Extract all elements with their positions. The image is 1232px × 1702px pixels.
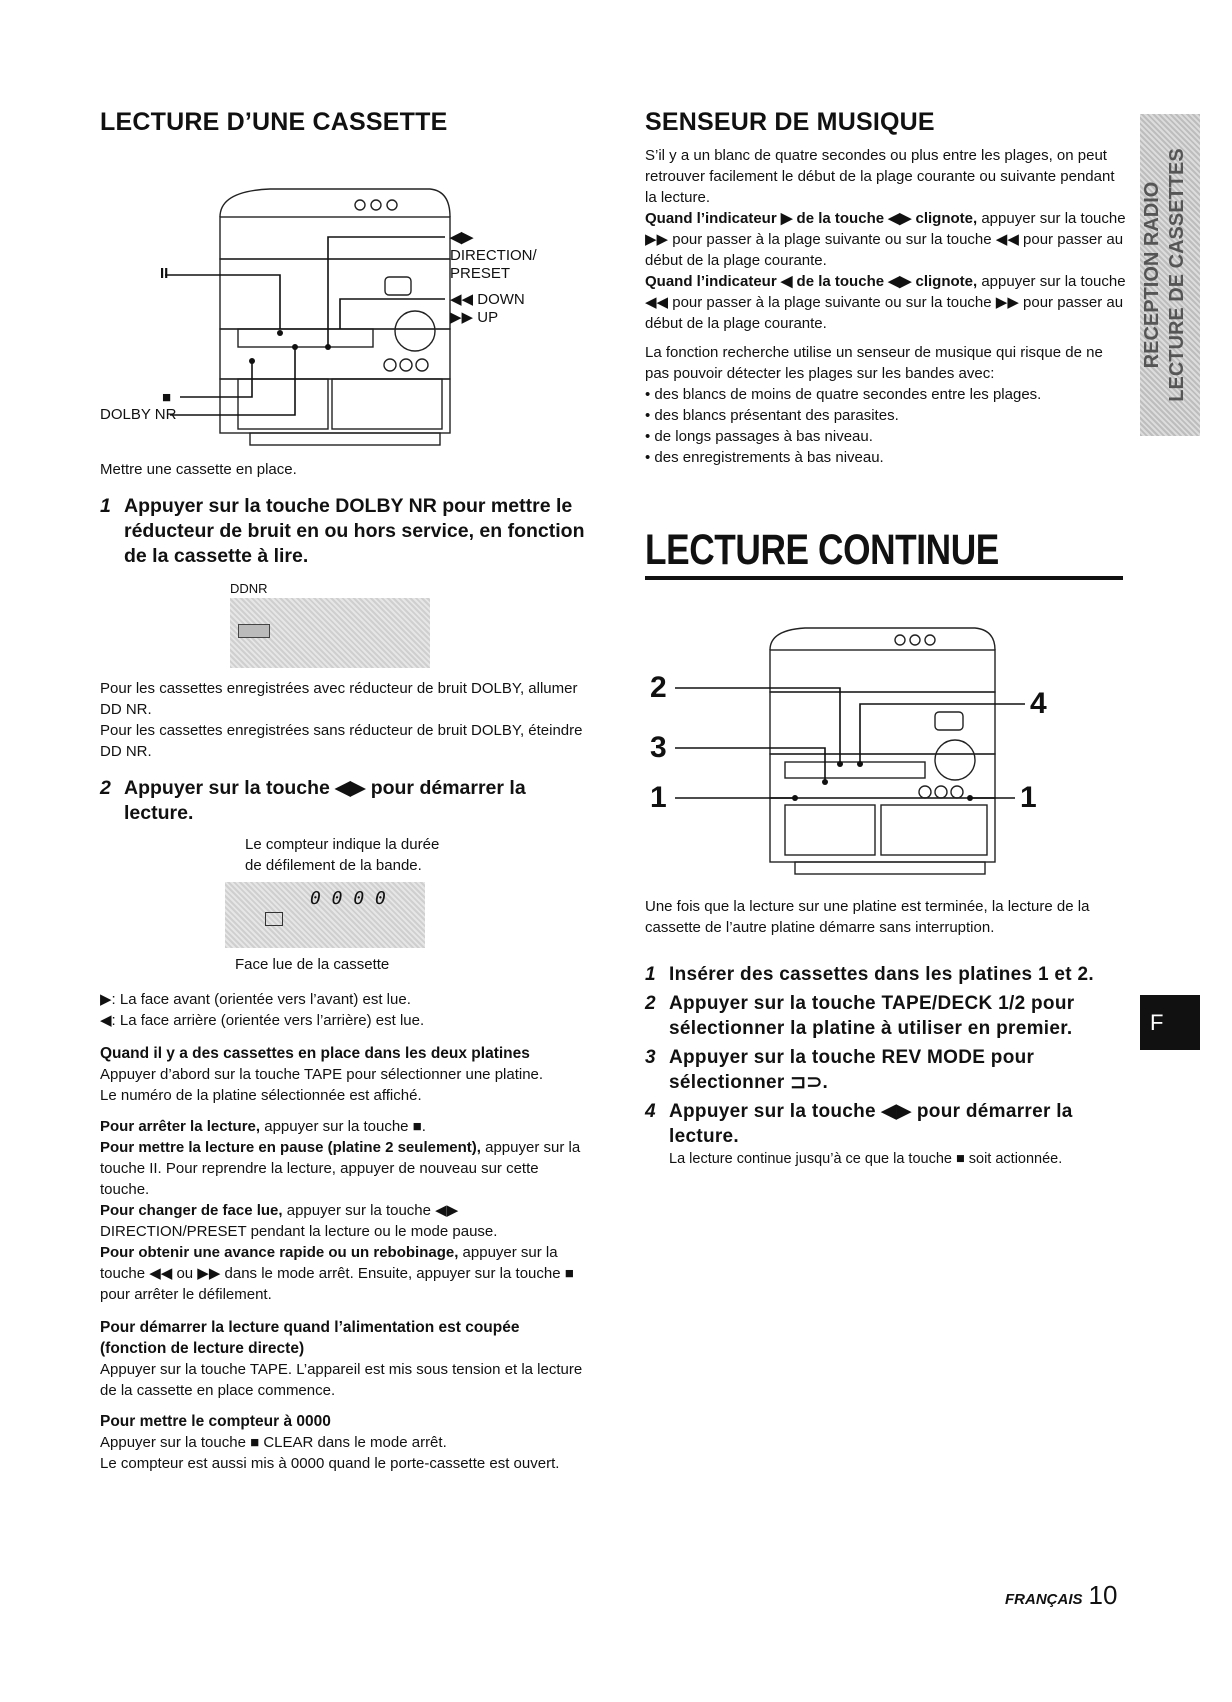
fig2-label-1-left: 1 <box>650 781 667 814</box>
nr-paragraph-2: Pour les cassettes enregistrées sans réducteur de bruit DOLBY, éteindre DD NR. <box>100 722 583 760</box>
side-tab-text <box>1140 114 1200 436</box>
title-rule <box>645 576 1123 580</box>
stop-text: appuyer sur la touche ■. <box>260 1118 426 1135</box>
senseur-p2 <box>645 208 1130 271</box>
continue-step-1 <box>645 962 1130 987</box>
senseur-bullet-1: • des blancs de moins de quatre secondes entre les plages. <box>645 386 1042 403</box>
senseur-p4: La fonction recherche utilise un senseur de musique qui risque de ne pas pouvoir détecter les plages sur les bandes avec: <box>645 344 1103 382</box>
page-footer <box>1005 1580 1117 1611</box>
right-column <box>645 108 1130 1170</box>
step-2-play <box>100 776 590 826</box>
both-decks-p1: Appuyer d’abord sur la touche TAPE pour sélectionner une platine. <box>100 1066 544 1083</box>
continue-step-2-text: Appuyer sur la touche TAPE/DECK 1/2 pour sélectionner la platine à utiliser en premier. <box>669 993 1075 1039</box>
continue-step-4 <box>645 1099 1130 1149</box>
senseur-p3-bold: Quand l’indicateur ◀ de la touche ◀▶ clignote, <box>645 273 978 290</box>
continue-steps <box>645 962 1130 1170</box>
direct-play-text: Appuyer sur la touche TAPE. L’appareil est mis sous tension et la lecture de la cassette en place commence. <box>100 1361 583 1399</box>
stop-bold: Pour arrêter la lecture, <box>100 1118 261 1135</box>
senseur-p2-bold: Quand l’indicateur ▶ de la touche ◀▶ clignote, <box>645 210 978 227</box>
side-tab-reception-cassettes <box>1140 114 1200 436</box>
pause-paragraph <box>100 1137 590 1200</box>
face-change-bold: Pour changer de face lue, <box>100 1202 283 1219</box>
section-title-senseur: SENSEUR DE MUSIQUE <box>645 108 935 136</box>
continue-step-2-number: 2 <box>645 993 656 1014</box>
side-tab-line-1: RECEPTION RADIO <box>1141 181 1163 369</box>
fig2-label-1-right: 1 <box>1020 781 1037 814</box>
reset-counter-p2: Le compteur est aussi mis à 0000 quand le porte-cassette est ouvert. <box>100 1455 560 1472</box>
nr-label: DDNR <box>230 581 268 596</box>
continue-step-3 <box>645 1045 1130 1095</box>
nr-display-figure <box>230 581 590 668</box>
senseur-p3 <box>645 271 1130 334</box>
caption-insert-cassette: Mettre une cassette en place. <box>100 461 297 478</box>
page-number: 10 <box>1088 1580 1118 1610</box>
continue-step-2 <box>645 991 1130 1041</box>
senseur-p1: S’il y a un blanc de quatre secondes ou plus entre les plages, on peut retrouver facilement le début de la plage courante ou suivante pendant la lecture. <box>645 147 1115 206</box>
continue-step-1-number: 1 <box>645 964 656 985</box>
continue-caption: Une fois que la lecture sur une platine est terminée, la lecture de la cassette de l’autre platine démarre sans interruption. <box>645 898 1090 936</box>
section-title-lecture-cassette: LECTURE D’UNE CASSETTE <box>100 108 448 136</box>
continue-step-4-number: 4 <box>645 1101 656 1122</box>
label-dolby: DOLBY NR <box>100 406 177 423</box>
pause-bold: Pour mettre la lecture en pause (platine 2 seulement), <box>100 1139 481 1156</box>
face-rear: ◀: La face arrière (orientée vers l’arrière) est lue. <box>100 1012 425 1029</box>
fig2-label-2: 2 <box>650 671 667 704</box>
step-1-number: 1 <box>100 495 111 517</box>
senseur-p2-text: appuyer sur la touche ▶▶ pour passer à la plage suivante ou sur la touche ◀◀ pour passer au début de la plage courante. <box>645 210 1126 269</box>
stereo-drawing-2 <box>645 600 1130 890</box>
side-tab-line-2: LECTURE DE CASSETTES <box>1166 148 1188 402</box>
ff-text: appuyer sur la touche ◀◀ ou ▶▶ dans le mode arrêt. Ensuite, appuyer sur la touche ■ pour arrêter le défilement. <box>100 1244 574 1303</box>
section-title-lecture-continue: LECTURE CONTINUE <box>645 526 999 574</box>
step-1-text: Appuyer sur la touche DOLBY NR pour mettre le réducteur de bruit en ou hors service, en fonction de la cassette à lire. <box>124 495 585 567</box>
label-down: ◀◀ DOWN <box>450 291 525 308</box>
ff-bold: Pour obtenir une avance rapide ou un rebobinage, <box>100 1244 459 1261</box>
continue-final-note: La lecture continue jusqu’à ce que la touche ■ soit actionnée. <box>669 1151 1063 1167</box>
step-1-dolby <box>100 494 590 569</box>
senseur-bullet-3: • de longs passages à bas niveau. <box>645 428 873 445</box>
step-2-number: 2 <box>100 777 111 799</box>
counter-digits: 0 0 0 0 <box>310 888 386 909</box>
face-caption: Face lue de la cassette <box>235 956 390 973</box>
continue-step-4-text: Appuyer sur la touche ◀▶ pour démarrer la lecture. <box>669 1101 1073 1147</box>
reset-counter-title: Pour mettre le compteur à 0000 <box>100 1413 331 1430</box>
nr-lcd <box>230 598 430 668</box>
face-change-text: appuyer sur la touche ◀▶ DIRECTION/PRESET pendant la lecture ou le mode pause. <box>100 1202 498 1240</box>
pause-text: appuyer sur la touche II. Pour reprendre la lecture, appuyer de nouveau sur cette touche. <box>100 1139 581 1198</box>
nr-indicator-icon <box>238 624 270 638</box>
stereo-figure-2 <box>645 600 1130 890</box>
counter-lcd <box>225 882 425 948</box>
continue-step-3-number: 3 <box>645 1047 656 1068</box>
face-front: ▶: La face avant (orientée vers l’avant) est lue. <box>100 991 411 1008</box>
reset-counter-p1: Appuyer sur la touche ■ CLEAR dans le mode arrêt. <box>100 1434 447 1451</box>
continue-heading <box>645 528 1130 580</box>
direct-play-title: Pour démarrer la lecture quand l’alimentation est coupée (fonction de lecture directe) <box>100 1319 520 1357</box>
stereo-figure-1 <box>100 151 590 451</box>
label-pause: II <box>160 265 169 282</box>
step-2-text: Appuyer sur la touche ◀▶ pour démarrer la lecture. <box>124 777 526 824</box>
label-direction: DIRECTION/ <box>450 247 537 264</box>
continue-step-1-text: Insérer des cassettes dans les platines 1 et 2. <box>669 964 1094 985</box>
label-preset: PRESET <box>450 265 511 282</box>
both-decks-p2: Le numéro de la platine sélectionnée est affiché. <box>100 1087 422 1104</box>
left-column <box>100 108 590 1474</box>
label-up: ▶▶ UP <box>450 309 499 326</box>
label-play: ◀▶ <box>450 229 474 246</box>
continue-step-3-text: Appuyer sur la touche REV MODE pour sélectionner ⊐⊃. <box>669 1047 1035 1093</box>
both-decks-title: Quand il y a des cassettes en place dans les deux platines <box>100 1045 530 1062</box>
ff-paragraph <box>100 1242 590 1305</box>
deck-indicator-icon <box>265 912 283 926</box>
label-stop: ■ <box>162 389 172 406</box>
face-change-paragraph <box>100 1200 590 1242</box>
stop-paragraph <box>100 1116 590 1137</box>
counter-figure <box>235 834 590 975</box>
fig2-label-4: 4 <box>1030 687 1047 720</box>
senseur-p3-text: appuyer sur la touche ◀◀ pour passer à la plage suivante ou sur la touche ▶▶ pour passer au début de la plage courante. <box>645 273 1126 332</box>
language-tab: F <box>1140 995 1200 1050</box>
senseur-bullet-2: • des blancs présentant des parasites. <box>645 407 899 424</box>
counter-note-2: de défilement de la bande. <box>245 857 422 874</box>
footer-language: FRANÇAIS <box>1005 1591 1083 1608</box>
fig2-label-3: 3 <box>650 731 667 764</box>
nr-paragraph-1: Pour les cassettes enregistrées avec réducteur de bruit DOLBY, allumer DD NR. <box>100 680 578 718</box>
counter-note-1: Le compteur indique la durée <box>245 836 440 853</box>
senseur-bullet-4: • des enregistrements à bas niveau. <box>645 449 884 466</box>
